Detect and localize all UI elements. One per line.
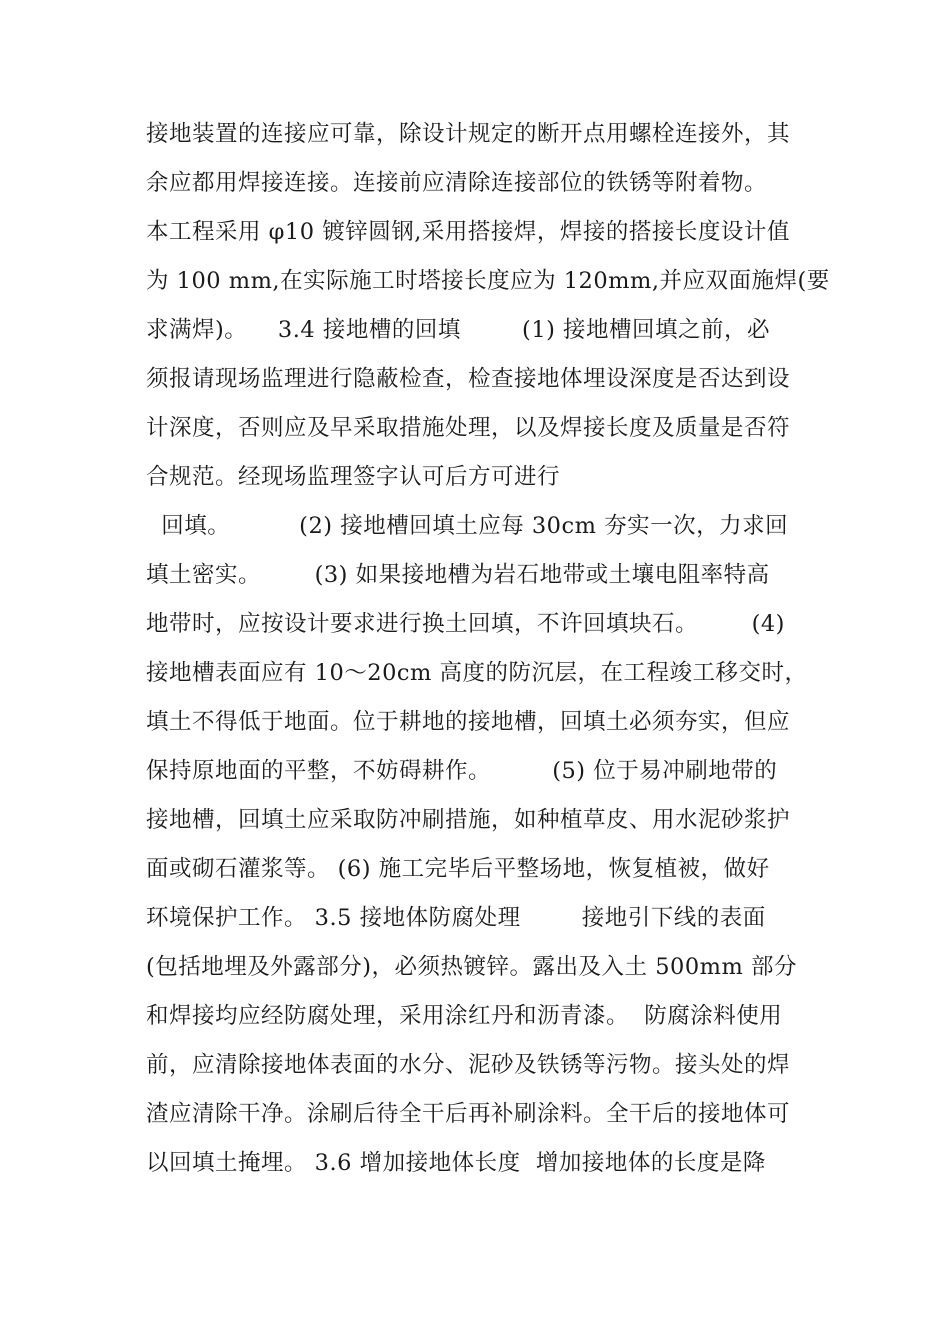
text-line: 计深度，否则应及早采取措施处理，以及焊接长度及质量是否符 [146, 415, 791, 441]
text-line: 前，应清除接地体表面的水分、泥砂及铁锈等污物。接头处的焊 [146, 1052, 791, 1078]
text-line: 为 100 mm,在实际施工时塔接长度应为 120mm,并应双面施焊(要 [146, 268, 830, 294]
text-line: 接地装置的连接应可靠，除设计规定的断开点用螺栓连接外，其 [146, 121, 791, 147]
text-line: 面或砌石灌浆等。 (6) 施工完毕后平整场地，恢复植被，做好 [146, 856, 770, 882]
text-line: 渣应清除干净。涂刷后待全干后再补刷涂料。全干后的接地体可 [146, 1101, 791, 1127]
text-line: 保持原地面的平整，不妨碍耕作。 (5) 位于易冲刷地带的 [146, 758, 778, 784]
text-line: 求满焊)。 3.4 接地槽的回填 (1) 接地槽回填之前，必 [146, 317, 771, 343]
text-line: 回填。 (2) 接地槽回填土应每 30cm 夯实一次，力求回 [146, 513, 789, 539]
text-line: 填土密实。 (3) 如果接地槽为岩石地带或土壤电阻率特高 [146, 562, 770, 588]
text-line: 合规范。经现场监理签字认可后方可进行 [146, 464, 561, 490]
text-line: 填土不得低于地面。位于耕地的接地槽，回填土必须夯实，但应 [146, 709, 791, 735]
text-line: 以回填土掩埋。 3.6 增加接地体长度 增加接地体的长度是降 [146, 1150, 766, 1176]
paragraph-grounding-connection [146, 110, 830, 502]
paragraph-backfill-and-anticorrosion [146, 502, 811, 1188]
text-line: 地带时，应按设计要求进行换土回填，不许回填块石。 (4) [146, 611, 785, 637]
text-line: 须报请现场监理进行隐蔽检查，检查接地体埋设深度是否达到设 [146, 366, 791, 392]
text-line: 和焊接均应经防腐处理，采用涂红丹和沥青漆。 防腐涂料使用 [146, 1003, 783, 1029]
text-line: 本工程采用 φ10 镀锌圆钢,采用搭接焊，焊接的搭接长度设计值 [146, 219, 790, 245]
text-line: (包括地埋及外露部分)，必须热镀锌。露出及入土 500mm 部分 [146, 954, 797, 980]
text-line: 余应都用焊接连接。连接前应清除连接部位的铁锈等附着物。 [146, 170, 768, 196]
text-line: 接地槽表面应有 10～20cm 高度的防沉层，在工程竣工移交时， [146, 660, 808, 686]
text-line: 接地槽，回填土应采取防冲刷措施，如种植草皮、用水泥砂浆护 [146, 807, 791, 833]
text-line: 环境保护工作。 3.5 接地体防腐处理 接地引下线的表面 [146, 905, 766, 931]
